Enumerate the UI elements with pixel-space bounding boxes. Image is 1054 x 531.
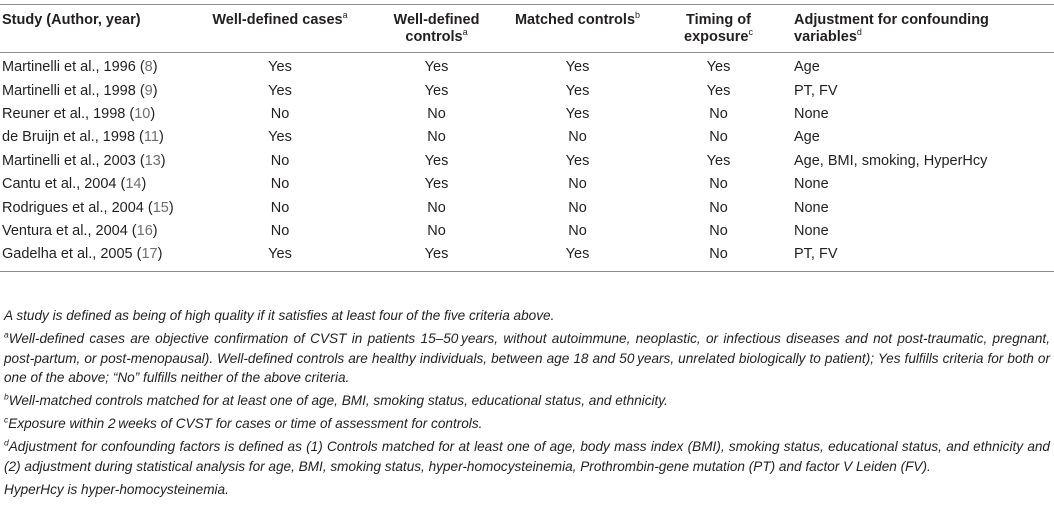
- table-row: [0, 126, 1054, 149]
- adjustment-cell: PT, FV: [794, 82, 838, 99]
- study-cell: Martinelli et al., 1998 (9): [2, 82, 158, 99]
- footnote-marker: d: [856, 27, 862, 38]
- footnote-hyperhcy: HyperHcy is hyper-homocysteinemia.: [4, 481, 229, 497]
- matched-cell: No: [568, 222, 587, 239]
- cases-cell: Yes: [268, 59, 292, 76]
- table-row: [0, 243, 1054, 271]
- footnote-intro: A study is defined as being of high quality if it satisfies at least four of the five criteria above.: [4, 308, 555, 323]
- footnote-marker: d: [4, 437, 9, 448]
- adjustment-cell: Age: [794, 129, 820, 146]
- column-header: Well-defined controls$^a$: [393, 12, 480, 45]
- controls-cell: Yes: [424, 152, 449, 169]
- column-header: Study (Author, year): [2, 12, 141, 28]
- adjustment-cell: None: [794, 222, 829, 239]
- matched-cell: Yes: [565, 82, 590, 99]
- matched-cell: No: [568, 199, 587, 216]
- reference-link[interactable]: 9: [144, 82, 153, 99]
- cases-cell: No: [270, 105, 290, 122]
- table-row: [0, 173, 1054, 196]
- column-header: Well-defined cases$^a$: [212, 10, 348, 28]
- table-row: [0, 196, 1054, 219]
- study-cell: de Bruijn et al., 1998 (11): [2, 129, 164, 146]
- cases-cell: No: [270, 152, 290, 169]
- footnote-marker: b: [4, 391, 9, 402]
- adjustment-cell: None: [794, 105, 829, 122]
- timing-cell: No: [709, 105, 728, 122]
- footnote-d: $^d$Adjustment for confounding factors is defined as (1) Controls matched for at least one of age, body mass index (BMI), smoking status, educational status, and ethnicity and (2) adjustment during statistical analysis for age, BMI, smoking status, hyper-homocysteinemia, Prothrombin-gene mutation (PT) and factor V Leiden (FV).: [4, 437, 1050, 474]
- controls-cell: Yes: [424, 59, 449, 76]
- controls-cell: No: [427, 129, 446, 146]
- matched-cell: Yes: [565, 246, 590, 263]
- table-row: [0, 79, 1054, 102]
- footnote-marker: b: [635, 10, 641, 21]
- controls-cell: No: [427, 199, 446, 216]
- adjustment-cell: Age: [794, 59, 820, 76]
- footnote-a: $^a$Well-defined cases are objective confirmation of CVST in patients 15–50 years, without autoimmune, neoplastic, or infectious diseases and not post-traumatic, pregnant, post-partum, or post-menopausal). Well-defined controls are healthy individuals, between age 18 and 50 years, unrelated biologically to patient); Yes fulfills criteria for both or one of the above; “No” fulfills neither of the above criteria.: [4, 329, 1050, 385]
- reference-link[interactable]: 8: [144, 59, 153, 76]
- timing-cell: Yes: [706, 82, 731, 99]
- matched-cell: Yes: [565, 152, 590, 169]
- controls-cell: Yes: [424, 176, 449, 193]
- study-cell: Martinelli et al., 1996 (8): [2, 59, 158, 76]
- controls-cell: No: [427, 105, 446, 122]
- adjustment-cell: Age, BMI, smoking, HyperHcy: [794, 152, 988, 169]
- cases-cell: No: [270, 176, 290, 193]
- matched-cell: Yes: [565, 59, 590, 76]
- cases-cell: Yes: [268, 82, 292, 99]
- adjustment-cell: None: [794, 199, 829, 216]
- timing-cell: No: [709, 246, 728, 263]
- reference-link[interactable]: 13: [144, 152, 161, 169]
- reference-link[interactable]: 10: [134, 105, 151, 122]
- reference-link[interactable]: 14: [125, 176, 142, 193]
- timing-cell: No: [709, 176, 728, 193]
- timing-cell: No: [709, 199, 728, 216]
- timing-cell: No: [709, 222, 728, 239]
- table-row: [0, 220, 1054, 243]
- column-header: Timing of exposure$^c$: [684, 12, 753, 45]
- footnote-b: $^b$Well-matched controls matched for at least one of age, BMI, smoking status, educational status, and ethnicity.: [4, 391, 668, 408]
- cases-cell: Yes: [268, 129, 292, 146]
- reference-link[interactable]: 11: [143, 129, 159, 146]
- footnote-marker: a: [342, 10, 348, 21]
- study-cell: Gadelha et al., 2005 (17): [2, 246, 163, 263]
- table-header-row: [0, 5, 1054, 53]
- study-cell: Martinelli et al., 2003 (13): [2, 152, 166, 169]
- adjustment-cell: PT, FV: [794, 246, 838, 263]
- study-cell: Ventura et al., 2004 (16): [2, 222, 158, 239]
- table-row: [0, 150, 1054, 173]
- study-cell: Rodrigues et al., 2004 (15): [2, 199, 174, 216]
- controls-cell: Yes: [424, 246, 449, 263]
- matched-cell: No: [568, 129, 587, 146]
- reference-link[interactable]: 15: [152, 199, 169, 216]
- study-quality-table: [0, 4, 1054, 272]
- study-cell: Cantu et al., 2004 (14): [2, 176, 147, 193]
- table-footnotes: [4, 306, 1050, 503]
- adjustment-cell: None: [794, 176, 829, 193]
- cases-cell: Yes: [268, 246, 292, 263]
- footnote-marker: c: [748, 27, 753, 38]
- matched-cell: No: [568, 176, 587, 193]
- footnote-marker: a: [4, 329, 9, 340]
- table-body: [0, 53, 1054, 272]
- controls-cell: No: [427, 222, 446, 239]
- footnote-marker: c: [4, 414, 9, 425]
- column-header: Matched controls$^b$: [514, 10, 641, 28]
- footnote-marker: a: [462, 27, 468, 38]
- timing-cell: No: [709, 129, 728, 146]
- cases-cell: No: [270, 199, 290, 216]
- timing-cell: Yes: [706, 152, 731, 169]
- footnote-c: $^c$Exposure within 2 weeks of CVST for cases or time of assessment for controls.: [4, 414, 483, 431]
- controls-cell: Yes: [424, 82, 449, 99]
- reference-link[interactable]: 17: [141, 246, 158, 263]
- table-row: [0, 53, 1054, 80]
- cases-cell: No: [270, 222, 290, 239]
- timing-cell: Yes: [706, 59, 731, 76]
- matched-cell: Yes: [565, 105, 590, 122]
- column-header: Adjustment for confounding variables$^d$: [794, 12, 989, 45]
- reference-link[interactable]: 16: [136, 222, 153, 239]
- table-row: [0, 103, 1054, 126]
- study-cell: Reuner et al., 1998 (10): [2, 105, 156, 122]
